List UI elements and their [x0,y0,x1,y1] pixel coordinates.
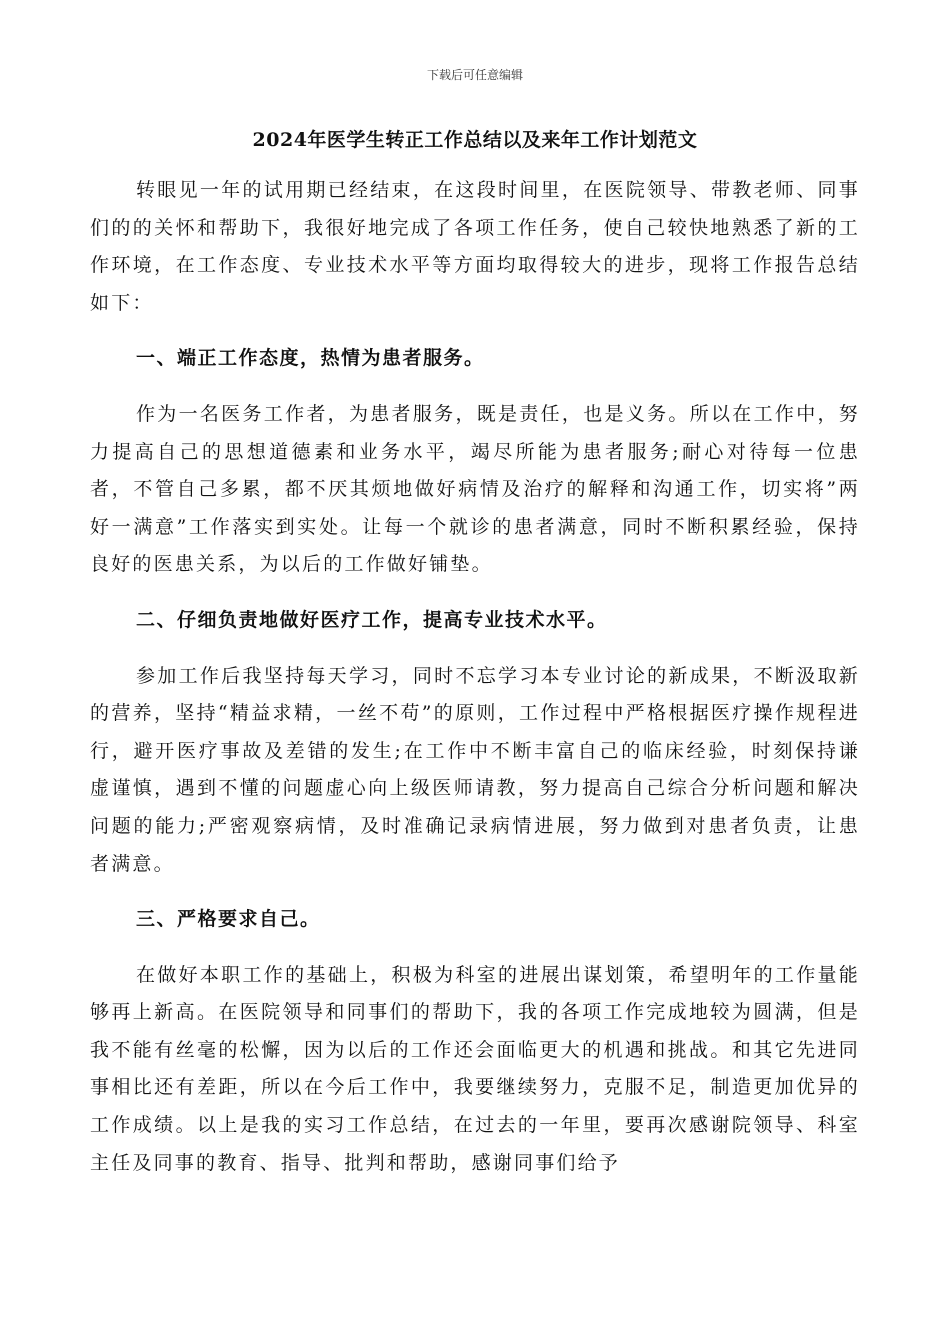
intro-paragraph: 转眼见一年的试用期已经结束，在这段时间里，在医院领导、带教老师、同事们的的关怀和帮助下，我很好地完成了各项工作任务，使自己较快地熟悉了新的工作环境，在工作态度、专业技术水平等方面均取得较大的进步，现将工作报告总结如下： [90,179,860,314]
section-paragraph-3: 在做好本职工作的基础上，积极为科室的进展出谋划策，希望明年的工作量能够再上新高。在医院领导和同事们的帮助下，我的各项工作完成地较为圆满，但是我不能有丝毫的松懈，因为以后的工作还会面临更大的机遇和挑战。和其它先进同事相比还有差距，所以在今后工作中，我要继续努力，克服不足，制造更加优异的工作成绩。以上是我的实习工作总结，在过去的一年里，要再次感谢院领导、科室主任及同事的教育、指导、批判和帮助，感谢同事们给予 [90,963,860,1174]
section-heading-1: 一、端正工作态度，热情为患者服务。 [136,347,485,370]
section-paragraph-1: 作为一名医务工作者，为患者服务，既是责任，也是义务。所以在工作中，努力提高自己的思想道德素和业务水平，竭尽所能为患者服务;耐心对待每一位患者，不管自己多累，都不厌其烦地做好病情及治疗的解释和沟通工作，切实将”两好一满意”工作落实到实处。让每一个就诊的患者满意，同时不断积累经验，保持良好的医患关系，为以后的工作做好铺垫。 [90,402,860,576]
section-paragraph-2: 参加工作后我坚持每天学习，同时不忘学习本专业讨论的新成果，不断汲取新的营养，坚持“精益求精，一丝不苟”的原则，工作过程中严格根据医疗操作规程进行，避开医疗事故及差错的发生;在工作中不断丰富自己的临床经验，时刻保持谦虚谨慎，遇到不懂的问题虚心向上级医师请教，努力提高自己综合分析问题和解决问题的能力;严密观察病情，及时准确记录病情进展，努力做到对患者负责，让患者满意。 [90,664,860,875]
document-body [90,172,860,1182]
section-heading-2: 二、仔细负责地做好医疗工作，提高专业技术水平。 [136,608,608,631]
page-header: 下载后可任意编辑 [426,68,523,82]
document-title: 2024年医学生转正工作总结以及来年工作计划范文 [252,129,698,151]
section-heading-3: 三、严格要求自己。 [136,908,321,931]
